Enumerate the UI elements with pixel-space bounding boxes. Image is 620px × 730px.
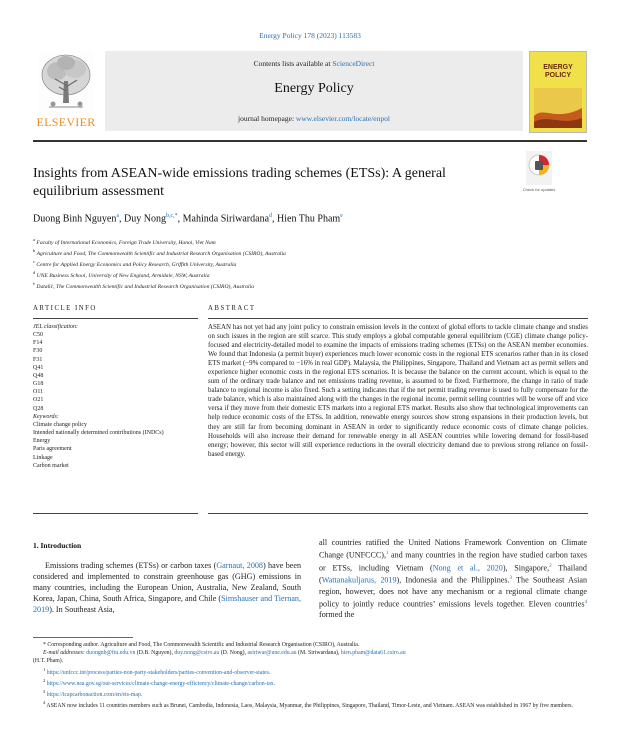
author-name[interactable]: Duy Nong <box>124 213 166 225</box>
intro-text: formed the <box>319 610 355 620</box>
journal-cover[interactable] <box>529 51 587 133</box>
journal-title: Energy Policy <box>274 81 354 96</box>
footnote-rule <box>33 637 133 638</box>
keyword: Linkage <box>33 454 53 461</box>
intro-left-column <box>33 561 301 616</box>
check-for-updates-icon[interactable] <box>526 151 552 185</box>
affiliation <box>33 269 593 280</box>
footnote <box>33 699 593 710</box>
email-label: E-mail addresses: <box>43 650 85 657</box>
keywords-label: Keywords: <box>33 413 59 420</box>
affiliation-text: UNE Business School, University of New England, Armidale, NSW, Australia <box>36 273 210 280</box>
jel-code: Q41 <box>33 364 44 371</box>
article-title: Insights from ASEAN-wide emissions trading schemes (ETSs): A general equilibrium assessment <box>33 166 446 199</box>
email-owner: (D. Nong), <box>219 650 248 657</box>
jel-code: Q48 <box>33 372 44 379</box>
email-tail: (H.T. Pham). <box>33 658 64 665</box>
email-link[interactable]: duongnb@ftu.edu.vn <box>86 650 136 657</box>
cover-artwork-icon <box>534 88 582 128</box>
affiliation-text: Agriculture and Food, The Commonwealth Scientific and Industrial Research Organisation (CSIRO), Australia <box>36 250 286 257</box>
author-sup[interactable]: e <box>340 213 343 219</box>
cover-title-line2: POLICY <box>544 72 572 79</box>
check-for-updates-label: Check for updates <box>522 187 556 192</box>
author-sup[interactable]: a <box>116 213 120 219</box>
intro-paragraph <box>319 538 587 621</box>
contents-line <box>105 59 523 68</box>
homepage-link[interactable]: www.elsevier.com/locate/enpol <box>295 114 390 123</box>
journal-header-box <box>105 51 523 131</box>
author-sup[interactable]: d <box>269 213 273 219</box>
footnote-ref[interactable]: 1 <box>386 550 389 556</box>
cover-title <box>530 64 586 80</box>
intro-text: Emissions trading schemes (ETSs) or carbon taxes ( <box>45 561 217 570</box>
affiliation <box>33 280 593 291</box>
affiliation-text: Data61, The Commonwealth Scientific and Industrial Research Organisation (CSIRO), Australia <box>36 284 254 291</box>
footnote-ref[interactable]: 3 <box>509 576 513 582</box>
jel-code: F14 <box>33 340 43 347</box>
email-line <box>33 649 593 657</box>
jel-label: JEL classification: <box>33 324 79 330</box>
email-link[interactable]: hien.pham@data61.csiro.au <box>340 650 406 657</box>
corresponding-author-note: * Corresponding author. Agriculture and Food, The Commonwealth Scientific and Industrial Research Organisation (CSIRO), Australia. <box>43 642 360 648</box>
citation-link[interactable]: Garnaut, 2008 <box>216 561 263 570</box>
intro-text: ), Indonesia and the Philippines. <box>396 575 510 585</box>
keyword: Intended nationally determined contributions (INDCs) <box>33 430 164 437</box>
affiliation-sup: c <box>33 259 35 265</box>
affiliation-sup: d <box>33 270 36 276</box>
tree-icon <box>39 51 93 113</box>
footnote-number: 4 <box>43 699 46 705</box>
email-owner: (D.B. Nguyen), <box>135 650 175 657</box>
jel-code: F30 <box>33 348 43 355</box>
footnote-text: ASEAN now includes 11 countries members such as Brunei, Cambodia, Indonesia, Laos, Malaysia, Myanmar, the Philippines, Singapore, Thailand, Timor-Leste, and Vietnam. ASEAN was established in 1967 by five members. <box>46 702 574 709</box>
footnote-link[interactable]: https://icapcarbonaction.com/en/ets-map. <box>46 691 143 698</box>
publisher-logo[interactable] <box>33 51 99 133</box>
intro-paragraph <box>33 561 301 616</box>
contents-prefix: Contents lists available at <box>253 59 333 68</box>
intro-text: ) have been considered and implemented to constrain greenhouse gas (GHG) emissions in many countries, including the European Union, Australia, New Zealand, South Korea, Japan, China, South Africa, Singapore, and Chile ( <box>33 561 301 603</box>
jel-code: Q28 <box>33 405 44 412</box>
footnote-ref[interactable]: 4 <box>584 599 587 605</box>
author-name[interactable]: Hien Thu Pham <box>277 213 341 225</box>
cover-title-line1: ENERGY <box>543 64 573 71</box>
intro-text: Thailand ( <box>319 563 587 585</box>
affiliation <box>33 258 593 269</box>
intro-text: ). In Southeast Asia, <box>49 604 115 614</box>
article-info-heading: ARTICLE INFO <box>33 305 97 312</box>
jel-code: G18 <box>33 381 44 388</box>
keyword: Carbon market <box>33 462 69 469</box>
article-info-bottom-rule <box>33 513 198 514</box>
jel-code: F31 <box>33 356 43 363</box>
email-link[interactable]: asiriwar@une.edu.au <box>247 650 297 657</box>
author-sup[interactable]: b,c,* <box>165 213 178 219</box>
footnote-number: 2 <box>43 677 46 683</box>
citation-link[interactable]: Nong et al., 2020 <box>432 563 503 573</box>
footnotes <box>33 641 593 710</box>
homepage-line <box>105 114 523 123</box>
footnote <box>33 677 593 688</box>
jel-code: C50 <box>33 332 44 339</box>
sciencedirect-link[interactable]: ScienceDirect <box>332 59 375 68</box>
affiliation-sup: b <box>33 248 36 254</box>
jel-code: O21 <box>33 397 44 404</box>
intro-right-column <box>319 538 587 621</box>
affiliation <box>33 236 593 247</box>
abstract-rule <box>208 318 588 319</box>
introduction-heading: 1. Introduction <box>33 541 82 550</box>
jel-code: O11 <box>33 389 44 396</box>
email-link[interactable]: duy.nong@csiro.au <box>174 650 220 657</box>
footnote-number: 3 <box>43 688 46 694</box>
footnote-number: 1 <box>43 666 46 672</box>
affiliation-text: Faculty of International Economics, Foreign Trade University, Hanoi, Viet Nam <box>36 239 216 246</box>
email-owner: (M. Siriwardana), <box>296 650 341 657</box>
affiliation-sup: a <box>33 237 35 242</box>
keyword: Paris agreement <box>33 446 72 453</box>
masthead <box>33 51 587 135</box>
footnote-link[interactable]: https://www.nea.gov.sg/our-services/climate-change-energy-efficiency/climate-change/carbon-tax. <box>46 680 276 687</box>
homepage-prefix: journal homepage: <box>238 114 296 123</box>
article-info-rule <box>33 318 198 319</box>
affiliation-sup: e <box>33 281 35 287</box>
affiliation-list <box>33 236 593 291</box>
header-rule <box>33 140 587 142</box>
abstract-text: ASEAN has not yet had any joint policy to constrain emission levels in the context of global efforts to tackle climate change and studies on such issues in the region are still scarce. This study employs a global computable general equilibrium (CGE) climate change policy-focused and electricity-detailed model to examine the impacts of emissions trading schemes (ETSs) on the ASEAN member economies. We found that Indonesia (a permit buyer) experiences much lower economic costs in the regional ETS scenarios rather than in its closed ETS market (−9% compared to −16% in real GDP). Malaysia, the Philippines, Singapore, Thailand and Vietnam act as permit sellers and experience higher economic costs in the regional ETS scenarios. It is because the balance on the current account, which is equal to the sum of the ordinary trade balance and net emissions trading revenue, is assumed to be fixed. Furthermore, the change in ratio of trade balance to regional income is also fixed. Such a setting indicates that if the net permit trading revenue is used to fully compensate for the trade balance, which is also maintained along with the changes in the regional income, permit selling countries will be worse off and vice versa if they move from their domestic ETS markets into a regional ETS market. Results also show that technological improvements can help reduce economic costs of the ETSs. In addition, renewable energy sources show strong expansions in their production levels, but they are still far from becoming dominant in ASEAN in order to significantly reduce economic costs of climate change policies. Households will also increase their demand for renewable energy in all ASEAN countries while lowering demand for fossil-based energy; however, this sector will still experience reductions in the overall electricity demand due to previous strong reliance on fossil-based energy. <box>208 324 588 458</box>
intro-text: ), Singapore, <box>502 563 550 573</box>
affiliation-text: Centre for Applied Energy Economics and Policy Research, Griffith University, Australia <box>36 261 237 268</box>
affiliation <box>33 247 593 258</box>
citation-link[interactable]: Simshauser and Tiernan, 2019 <box>33 593 302 614</box>
footnote <box>33 666 593 677</box>
author-name[interactable]: Mahinda Siriwardana <box>182 213 270 225</box>
citation-link[interactable]: Wattanakuljarus, 2019 <box>321 575 397 585</box>
intro-text: all countries ratified the United Nations Framework Convention on Climate Change (UNFCCC), <box>319 538 587 560</box>
intro-text: The Southeast Asian region, however, does not have any mechanism or a regional climate change policy to jointly reduce countries’ emissions levels together. Eleven countries <box>319 575 588 609</box>
abstract-bottom-rule <box>208 513 588 514</box>
article-info <box>33 323 198 470</box>
journal-reference[interactable]: Energy Policy 178 (2023) 113583 <box>259 31 361 40</box>
footnote-link[interactable]: https://unfccc.int/process/parties-non-party-stakeholders/parties-convention-and-observer-states. <box>46 669 271 676</box>
footnote-ref[interactable]: 2 <box>549 563 552 569</box>
footnote <box>33 688 593 699</box>
keyword: Energy <box>33 438 51 445</box>
abstract-heading: ABSTRACT <box>208 305 256 312</box>
author-name[interactable]: Duong Binh Nguyen <box>33 213 117 225</box>
keyword: Climate change policy <box>33 421 87 428</box>
intro-text: and many countries in the region have studied carbon taxes or ETSs, including Vietnam ( <box>319 550 587 573</box>
publisher-name: ELSEVIER <box>36 115 96 129</box>
author-list: Duong Binh Nguyen$^a$, Duy Nong$^{b,c,*}$, Mahinda Siriwardana$^d$, Hien Thu Pham$^e$ <box>33 213 343 225</box>
